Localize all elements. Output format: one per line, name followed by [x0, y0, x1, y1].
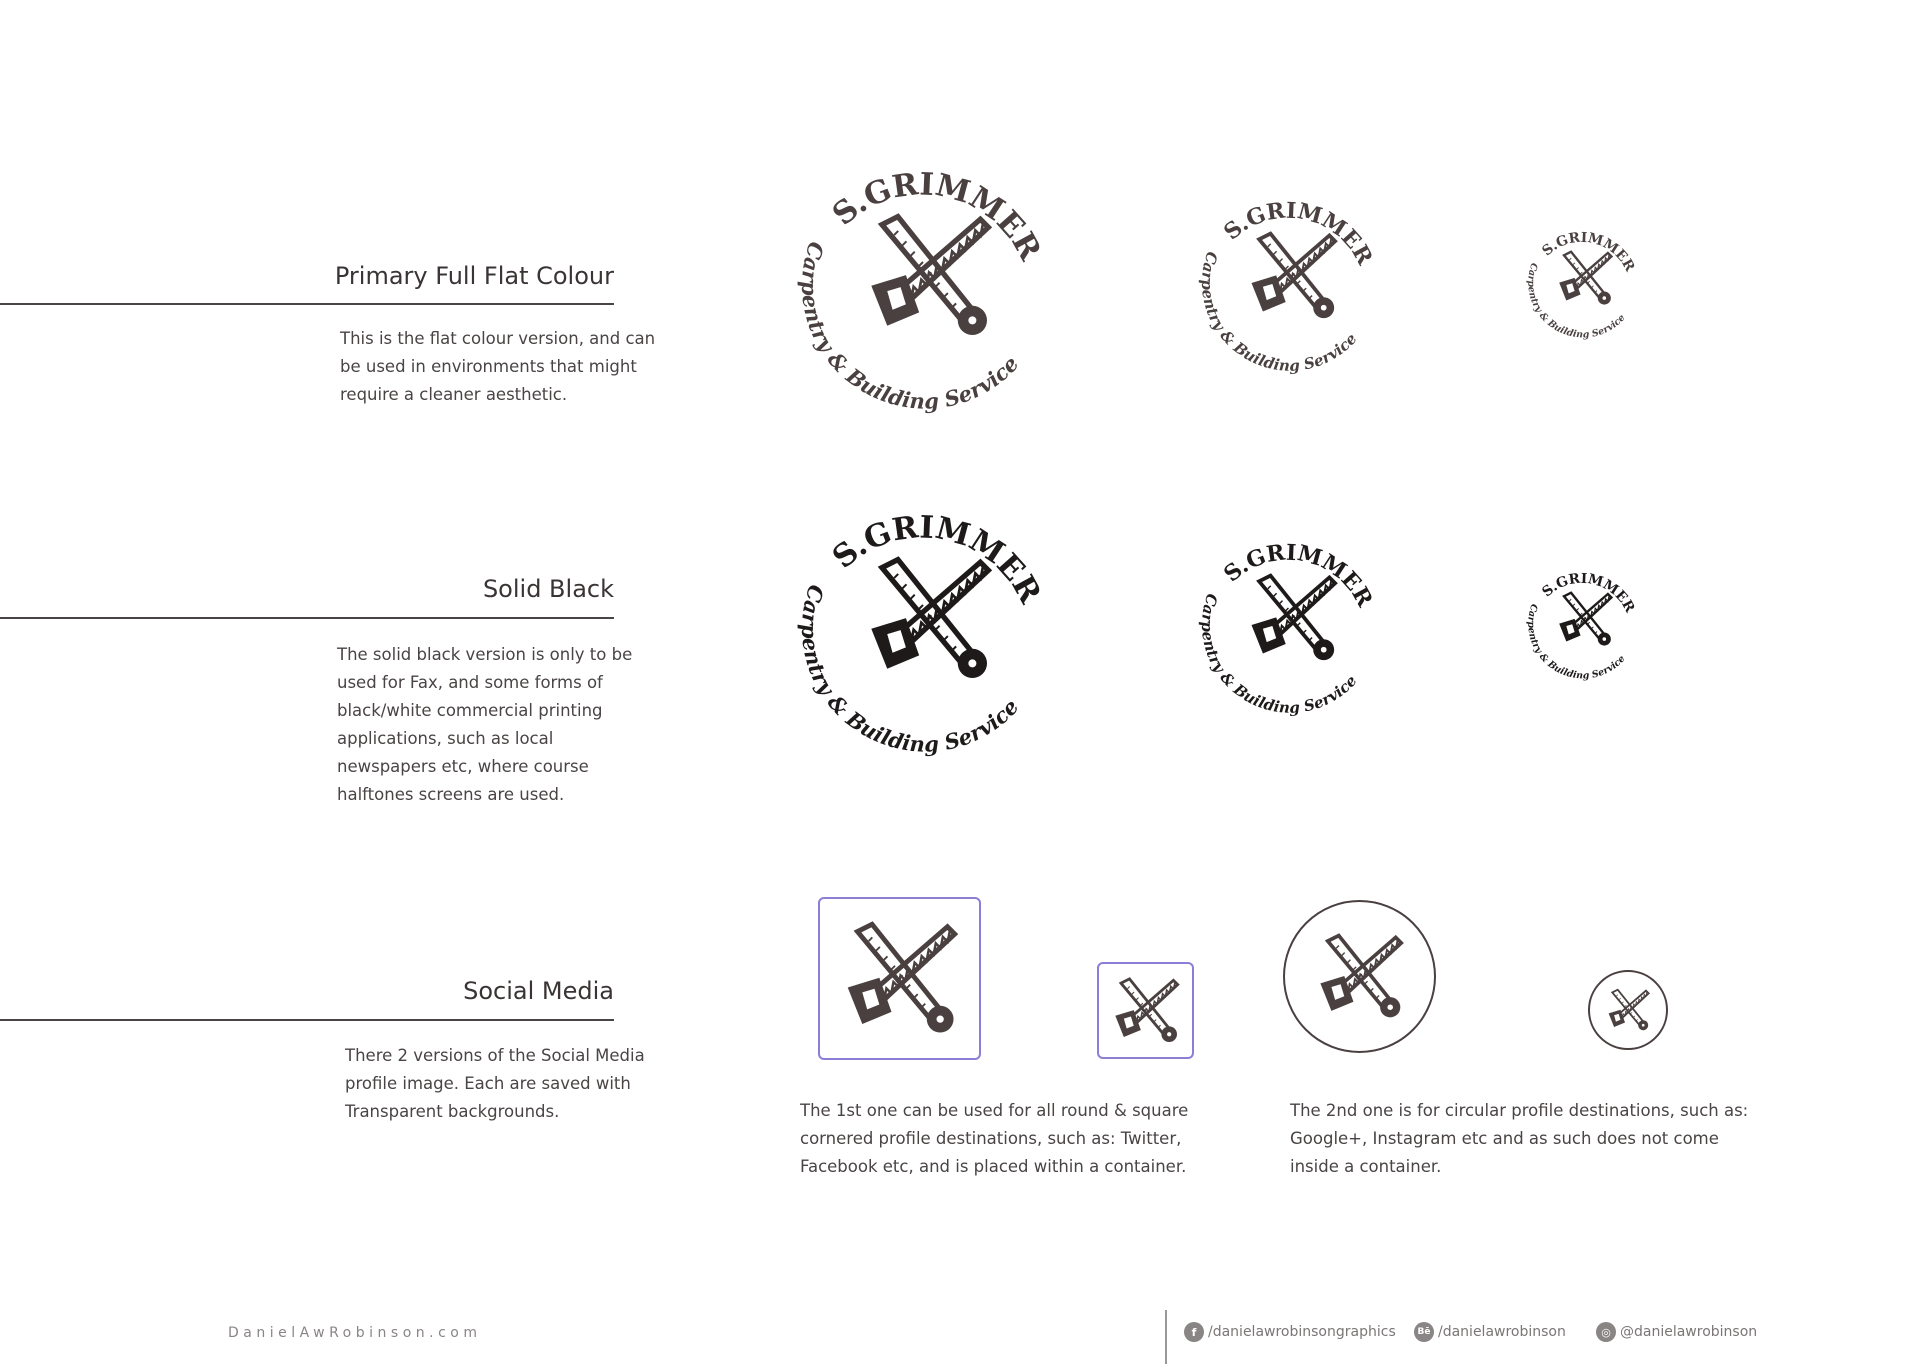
svg-text:S.GRIMMER: S.GRIMMER [1218, 197, 1378, 270]
note-line: Facebook etc, and is placed within a container. [800, 1157, 1187, 1176]
note-line: The 2nd one is for circular profile destinations, such as: [1290, 1101, 1749, 1120]
svg-text:Carpentry & Building Service: Carpentry & Building Service [1525, 602, 1628, 682]
section-rule [0, 303, 614, 305]
description-line: used for Fax, and some forms of [337, 673, 603, 692]
social-note-circle [1290, 1097, 1748, 1181]
footer-facebook-link[interactable] [1184, 1322, 1396, 1342]
description-line: There 2 versions of the Social Media [345, 1046, 645, 1065]
logo-flat-small [1522, 222, 1647, 347]
svg-text:S.GRIMMER: S.GRIMMER [1539, 229, 1638, 275]
note-line: cornered profile destinations, such as: Twitter, [800, 1129, 1182, 1148]
svg-text:Carpentry & Building Service: Carpentry & Building Service [796, 581, 1024, 757]
note-line: inside a container. [1290, 1157, 1442, 1176]
svg-text:Carpentry & Building Service: Carpentry & Building Service [1197, 249, 1361, 375]
instagram-handle: @danielawrobinson [1620, 1324, 1758, 1340]
section-rule [0, 617, 614, 619]
social-circle-large [1283, 900, 1436, 1053]
description-line: Transparent backgrounds. [345, 1102, 560, 1121]
note-line: The 1st one can be used for all round & square [800, 1101, 1189, 1120]
svg-text:S.GRIMMER: S.GRIMMER [825, 509, 1048, 610]
description-line: newspapers etc, where course [337, 757, 589, 776]
logo-black-large [788, 493, 1068, 773]
crossed-saws-icon [1307, 924, 1412, 1029]
crossed-saws-icon [830, 909, 969, 1048]
svg-text:S.GRIMMER: S.GRIMMER [1539, 570, 1638, 616]
facebook-handle: /danielawrobinsongraphics [1208, 1324, 1396, 1340]
behance-handle: /danielawrobinson [1438, 1324, 1566, 1340]
social-square-small [1097, 962, 1194, 1059]
description-line: be used in environments that might [340, 357, 637, 376]
crossed-saws-icon [1602, 984, 1654, 1036]
footer-website[interactable]: DanielAwRobinson.com [228, 1325, 482, 1341]
svg-text:S.GRIMMER: S.GRIMMER [825, 166, 1048, 267]
logo-black-small [1522, 563, 1647, 688]
svg-text:Carpentry & Building Service: Carpentry & Building Service [1525, 261, 1628, 341]
description-line: halftones screens are used. [337, 785, 565, 804]
section-title-black: Solid Black [482, 575, 614, 603]
logo-flat-medium [1192, 186, 1392, 386]
svg-text:Carpentry & Building Service: Carpentry & Building Service [1197, 591, 1361, 717]
social-square-large [818, 897, 981, 1060]
crossed-saws-icon [1105, 970, 1186, 1051]
logo-black-medium [1192, 528, 1392, 728]
footer-behance-link[interactable] [1414, 1322, 1566, 1342]
section-title-social: Social Media [463, 977, 614, 1005]
social-circle-small [1588, 970, 1668, 1050]
svg-text:S.GRIMMER: S.GRIMMER [1218, 539, 1378, 612]
facebook-icon: f [1184, 1322, 1204, 1342]
footer-instagram-link[interactable] [1596, 1322, 1757, 1342]
description-line: This is the flat colour version, and can [340, 329, 656, 348]
description-line: The solid black version is only to be [337, 645, 633, 664]
section-description-social [345, 1042, 645, 1126]
instagram-icon: ◎ [1596, 1322, 1616, 1342]
description-line: profile image. Each are saved with [345, 1074, 631, 1093]
description-line: applications, such as local [337, 729, 554, 748]
social-note-square [800, 1097, 1188, 1181]
section-rule [0, 1019, 614, 1021]
section-title-flat: Primary Full Flat Colour [334, 262, 614, 290]
logo-flat-large [788, 150, 1068, 430]
footer-divider [1165, 1310, 1167, 1364]
note-line: Google+, Instagram etc and as such does not come [1290, 1129, 1719, 1148]
behance-icon: Bē [1414, 1322, 1434, 1342]
description-line: black/white commercial printing [337, 701, 603, 720]
section-description-black [337, 641, 632, 809]
description-line: require a cleaner aesthetic. [340, 385, 568, 404]
svg-text:Carpentry & Building Service: Carpentry & Building Service [796, 238, 1024, 414]
section-description-flat [340, 325, 655, 409]
